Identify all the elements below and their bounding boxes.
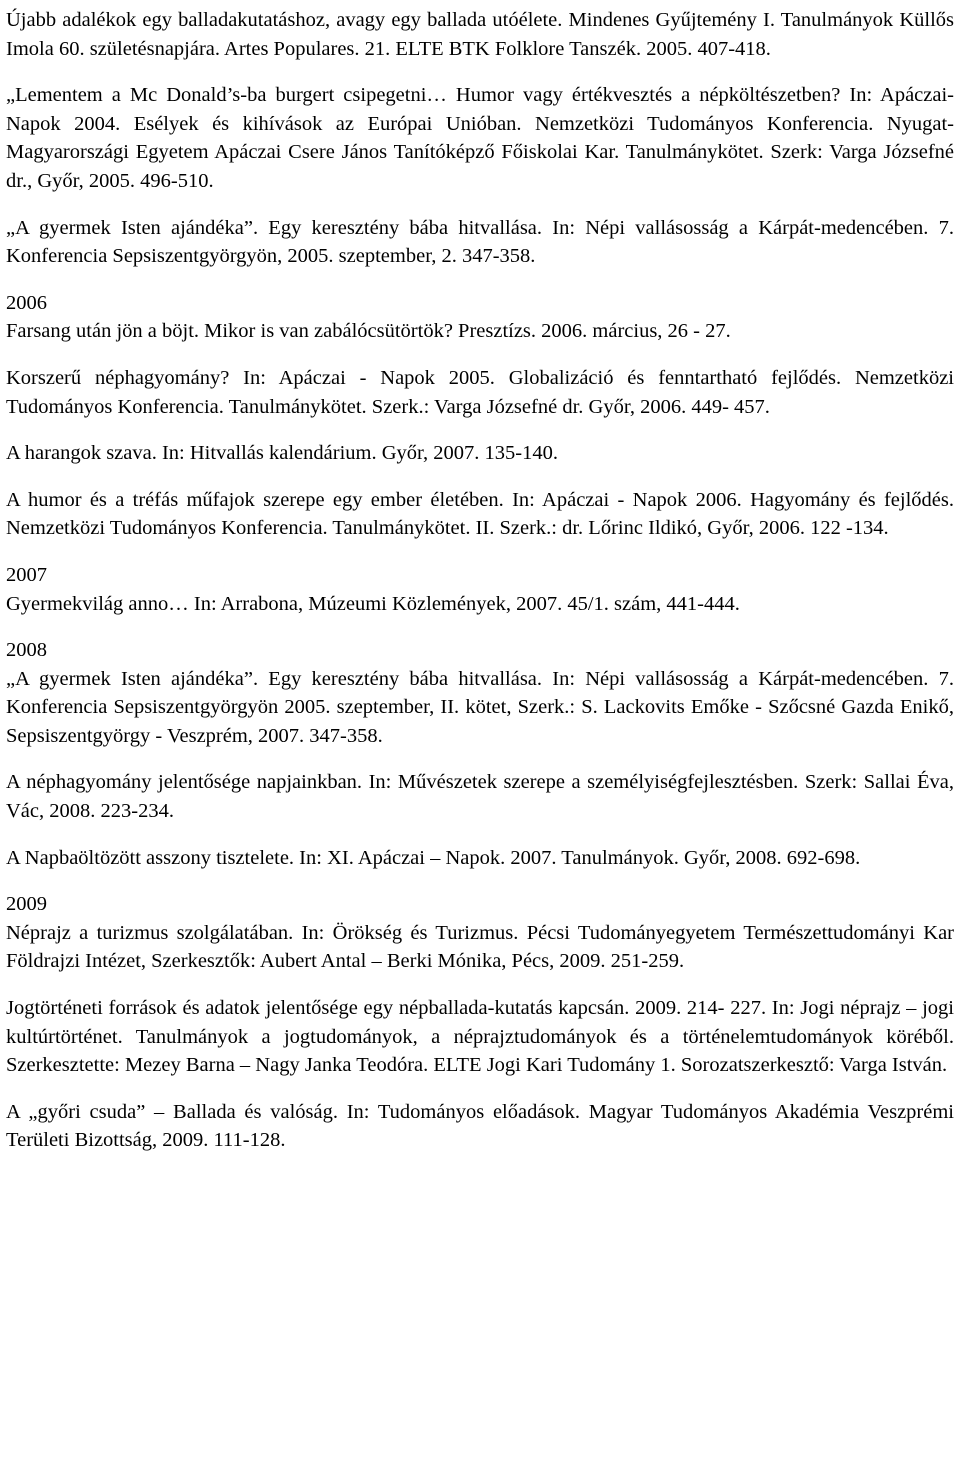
- spacer: [6, 271, 954, 289]
- year-heading: 2009: [6, 893, 47, 916]
- bibliography-entry: Néprajz a turizmus szolgálatában. In: Örökség és Turizmus. Pécsi Tudományegyetem Természettudományi Kar Földrajzi Intézet, Szerkesztők: Aubert Antal – Berki Mónika, Pécs, 2009. 251-259.: [6, 921, 954, 973]
- bibliography-entry: Gyermekvilág anno… In: Arrabona, Múzeumi Közlemények, 2007. 45/1. szám, 441-444.: [6, 592, 740, 615]
- year-heading: 2008: [6, 639, 47, 662]
- spacer: [6, 750, 954, 768]
- document-page: [6, 6, 954, 1155]
- spacer: [6, 826, 954, 844]
- bibliography-entry: Farsang után jön a böjt. Mikor is van zabálócsütörtök? Presztízs. 2006. március, 26 - 27.: [6, 320, 731, 343]
- spacer: [6, 872, 954, 890]
- spacer: [6, 421, 954, 439]
- bibliography-entry: „Lementem a Mc Donald’s-ba burgert csipegetni… Humor vagy értékvesztés a népköltészetben? In: Apáczai-Napok 2004. Esélyek és kihívások az Európai Unióban. Nemzetközi Tudományos Konferencia. Nyugat-Magyarországi Egyetem Apáczai Csere János Tanítóképző Főiskolai Kar. Tanulmánykötet. Szerk: Varga Józsefné dr., Győr, 2005. 496-510.: [6, 84, 954, 192]
- year-heading: 2007: [6, 563, 47, 586]
- spacer: [6, 543, 954, 561]
- bibliography-entry: A humor és a tréfás műfajok szerepe egy ember életében. In: Apáczai - Napok 2006. Hagyomány és fejlődés. Nemzetközi Tudományos Konferencia. Tanulmánykötet. II. Szerk.: dr. Lőrinc Ildikó, Győr, 2006. 122 -134.: [6, 488, 954, 540]
- bibliography-entry: Korszerű néphagyomány? In: Apáczai - Napok 2005. Globalizáció és fenntartható fejlődés. Nemzetközi Tudományos Konferencia. Tanulmánykötet. Szerk.: Varga Józsefné dr. Győr, 2006. 449- 457.: [6, 366, 954, 418]
- bibliography-entry: Újabb adalékok egy balladakutatáshoz, avagy egy ballada utóélete. Mindenes Gyűjtemény I. Tanulmányok Küllős Imola 60. születésnapjára. Artes Populares. 21. ELTE BTK Folklore Tanszék. 2005. 407-418.: [6, 9, 954, 60]
- bibliography-entry: A néphagyomány jelentősége napjainkban. In: Művészetek szerepe a személyiségfejlesztésben. Szerk: Sallai Éva, Vác, 2008. 223-234.: [6, 771, 954, 823]
- bibliography-entry: „A gyermek Isten ajándéka”. Egy keresztény bába hitvallása. In: Népi vallásosság a Kárpát-medencében. 7. Konferencia Sepsiszentgyörgyön 2005. szeptember, II. kötet, Szerk.: S. Lackovits Emőke - Szőcsné Gazda Enikő, Sepsiszentgyörgy - Veszprém, 2007. 347-358.: [6, 667, 954, 747]
- spacer: [6, 1080, 954, 1098]
- spacer: [6, 618, 954, 636]
- bibliography-entry: A harangok szava. In: Hitvallás kalendárium. Győr, 2007. 135-140.: [6, 442, 558, 465]
- spacer: [6, 468, 954, 486]
- bibliography-entry: A Napbaöltözött asszony tisztelete. In: XI. Apáczai – Napok. 2007. Tanulmányok. Győr, 2008. 692-698.: [6, 846, 861, 869]
- spacer: [6, 63, 954, 81]
- bibliography-entry: A „győri csuda” – Ballada és valóság. In: Tudományos előadások. Magyar Tudományos Akadémia Veszprémi Területi Bizottság, 2009. 111-128.: [6, 1100, 954, 1152]
- year-heading: 2006: [6, 291, 47, 314]
- spacer: [6, 976, 954, 994]
- spacer: [6, 346, 954, 364]
- bibliography-entry: „A gyermek Isten ajándéka”. Egy keresztény bába hitvallása. In: Népi vallásosság a Kárpát-medencében. 7. Konferencia Sepsiszentgyörgyön, 2005. szeptember, 2. 347-358.: [6, 216, 954, 268]
- spacer: [6, 196, 954, 214]
- bibliography-entry: Jogtörténeti források és adatok jelentősége egy népballada-kutatás kapcsán. 2009. 214- 227. In: Jogi néprajz – jogi kultúrtörténet. Tanulmányok a jogtudományok, a néprajztudományok és a történelemtudományok köréből. Szerkesztette: Mezey Barna – Nagy Janka Teodóra. ELTE Jogi Kari Tudomány 1. Sorozatszerkesztő: Varga István.: [6, 997, 954, 1077]
